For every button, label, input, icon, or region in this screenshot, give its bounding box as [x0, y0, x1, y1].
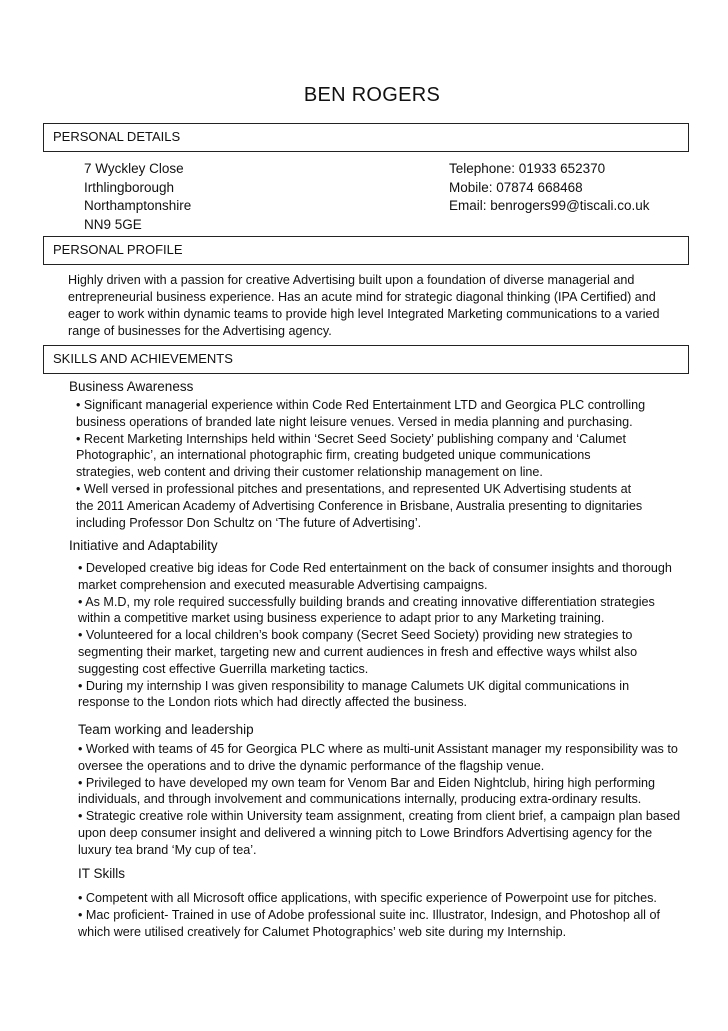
address-line: Irthlingborough: [84, 179, 175, 195]
bullet-line: • Competent with all Microsoft office applications, with specific experience of Powerpoint use for pitches.: [78, 891, 657, 905]
bullet-line: • Volunteered for a local children’s book company (Secret Seed Society) providing new strategies to: [78, 628, 633, 643]
email: Email: benrogers99@tiscali.co.uk: [449, 198, 650, 214]
skills-header: SKILLS AND ACHIEVEMENTS: [43, 345, 689, 374]
bullet-line: Photographic’, an international photographic firm, creating budgeted unique communications: [76, 448, 591, 463]
bullet-line: segmenting their market, targeting new and current audiences in fresh and effective ways whilst also: [78, 644, 638, 659]
profile-line: entrepreneurial business experience. Has an acute mind for strategic diagonal thinking (IPA Certified) and: [68, 290, 656, 304]
bullet-line: business operations of branded late night leisure venues. Versed in media planning and purchasing.: [76, 414, 633, 429]
bullet-line: market comprehension and executed measurable Advertising campaigns.: [78, 577, 488, 592]
bullet-line: the 2011 American Academy of Advertising Conference in Brisbane, Australia presenting to dignitaries: [76, 498, 643, 513]
bullet-line: • Privileged to have developed my own team for Venom Bar and Eiden Nightclub, hiring high performing: [78, 775, 656, 790]
bullet-line: oversee the operations and to drive the dynamic performance of the flagship venue.: [78, 758, 545, 773]
bullet-line: • Recent Marketing Internships held within ‘Secret Seed Society’ publishing company and ‘Calumet: [76, 431, 626, 446]
teamwork-list: [78, 741, 718, 859]
profile-line: Highly driven with a passion for creative Advertising built upon a foundation of diverse managerial and: [68, 273, 635, 287]
personal-details-header: PERSONAL DETAILS: [43, 123, 689, 152]
bullet-line: individuals, and through involvement and communications internally, producing extra-ordinary results.: [78, 792, 642, 807]
bullet-line: strategies, web content and driving their customer relationship management on line.: [76, 465, 543, 480]
bullet-line: suggesting cost effective Guerrilla marketing tactics.: [78, 661, 369, 676]
initiative-title: Initiative and Adaptability: [69, 538, 218, 553]
bullet-line: within a competitive market using business experience to adapt prior to any Marketing training.: [78, 611, 605, 626]
business-awareness-list: [76, 397, 716, 531]
telephone: Telephone: 01933 652370: [449, 161, 606, 176]
bullet-line: which were utilised creatively for Calumet Photographics’ web site during my Internship.: [78, 924, 567, 939]
bullet-line: • During my internship I was given responsibility to manage Calumets UK digital communications in: [78, 678, 630, 693]
bullet-line: • Strategic creative role within University team assignment, creating from client brief, a campaign plan based: [78, 809, 681, 824]
mobile: Mobile: 07874 668468: [449, 179, 583, 195]
address-line: Northamptonshire: [84, 198, 192, 214]
it-skills-list: [78, 890, 718, 940]
personal-profile-header: PERSONAL PROFILE: [43, 236, 689, 265]
bullet-line: luxury tea brand ‘My cup of tea’.: [78, 842, 257, 857]
profile-line: range of businesses for the Advertising agency.: [68, 324, 332, 338]
bullet-line: response to the London riots which had directly affected the business.: [78, 695, 468, 710]
address-block: [84, 160, 191, 234]
bullet-line: • Developed creative big ideas for Code Red entertainment on the back of consumer insights and thorough: [78, 561, 672, 575]
candidate-name: BEN ROGERS: [303, 84, 441, 106]
address-line: NN9 5GE: [84, 216, 142, 232]
bullet-line: • Significant managerial experience within Code Red Entertainment LTD and Georgica PLC controlling: [76, 398, 646, 412]
initiative-list: [78, 560, 718, 711]
business-awareness-title: Business Awareness: [69, 379, 194, 394]
profile-line: eager to work within dynamic teams to provide high level Integrated Marketing communications to a varied: [68, 307, 660, 321]
bullet-line: • Well versed in professional pitches and presentations, and represented UK Advertising students at: [76, 481, 632, 496]
contact-block: [449, 160, 650, 216]
bullet-line: upon deep consumer insight and delivered a winning pitch to Lowe Brindfors Advertising agency for the: [78, 825, 653, 840]
address-line: 7 Wyckley Close: [84, 161, 184, 176]
bullet-line: • Mac proficient- Trained in use of Adobe professional suite inc. Illustrator, Indesign, and Photoshop all of: [78, 907, 660, 922]
profile-text: [68, 272, 688, 340]
it-skills-title: IT Skills: [78, 866, 126, 881]
bullet-line: • As M.D, my role required successfully building brands and creating innovative differentiation strategies: [78, 594, 655, 609]
bullet-line: • Worked with teams of 45 for Georgica PLC where as multi-unit Assistant manager my responsibility was to: [78, 742, 678, 756]
teamwork-title: Team working and leadership: [78, 722, 254, 737]
bullet-line: including Professor Don Schultz on ‘The future of Advertising’.: [76, 515, 422, 530]
